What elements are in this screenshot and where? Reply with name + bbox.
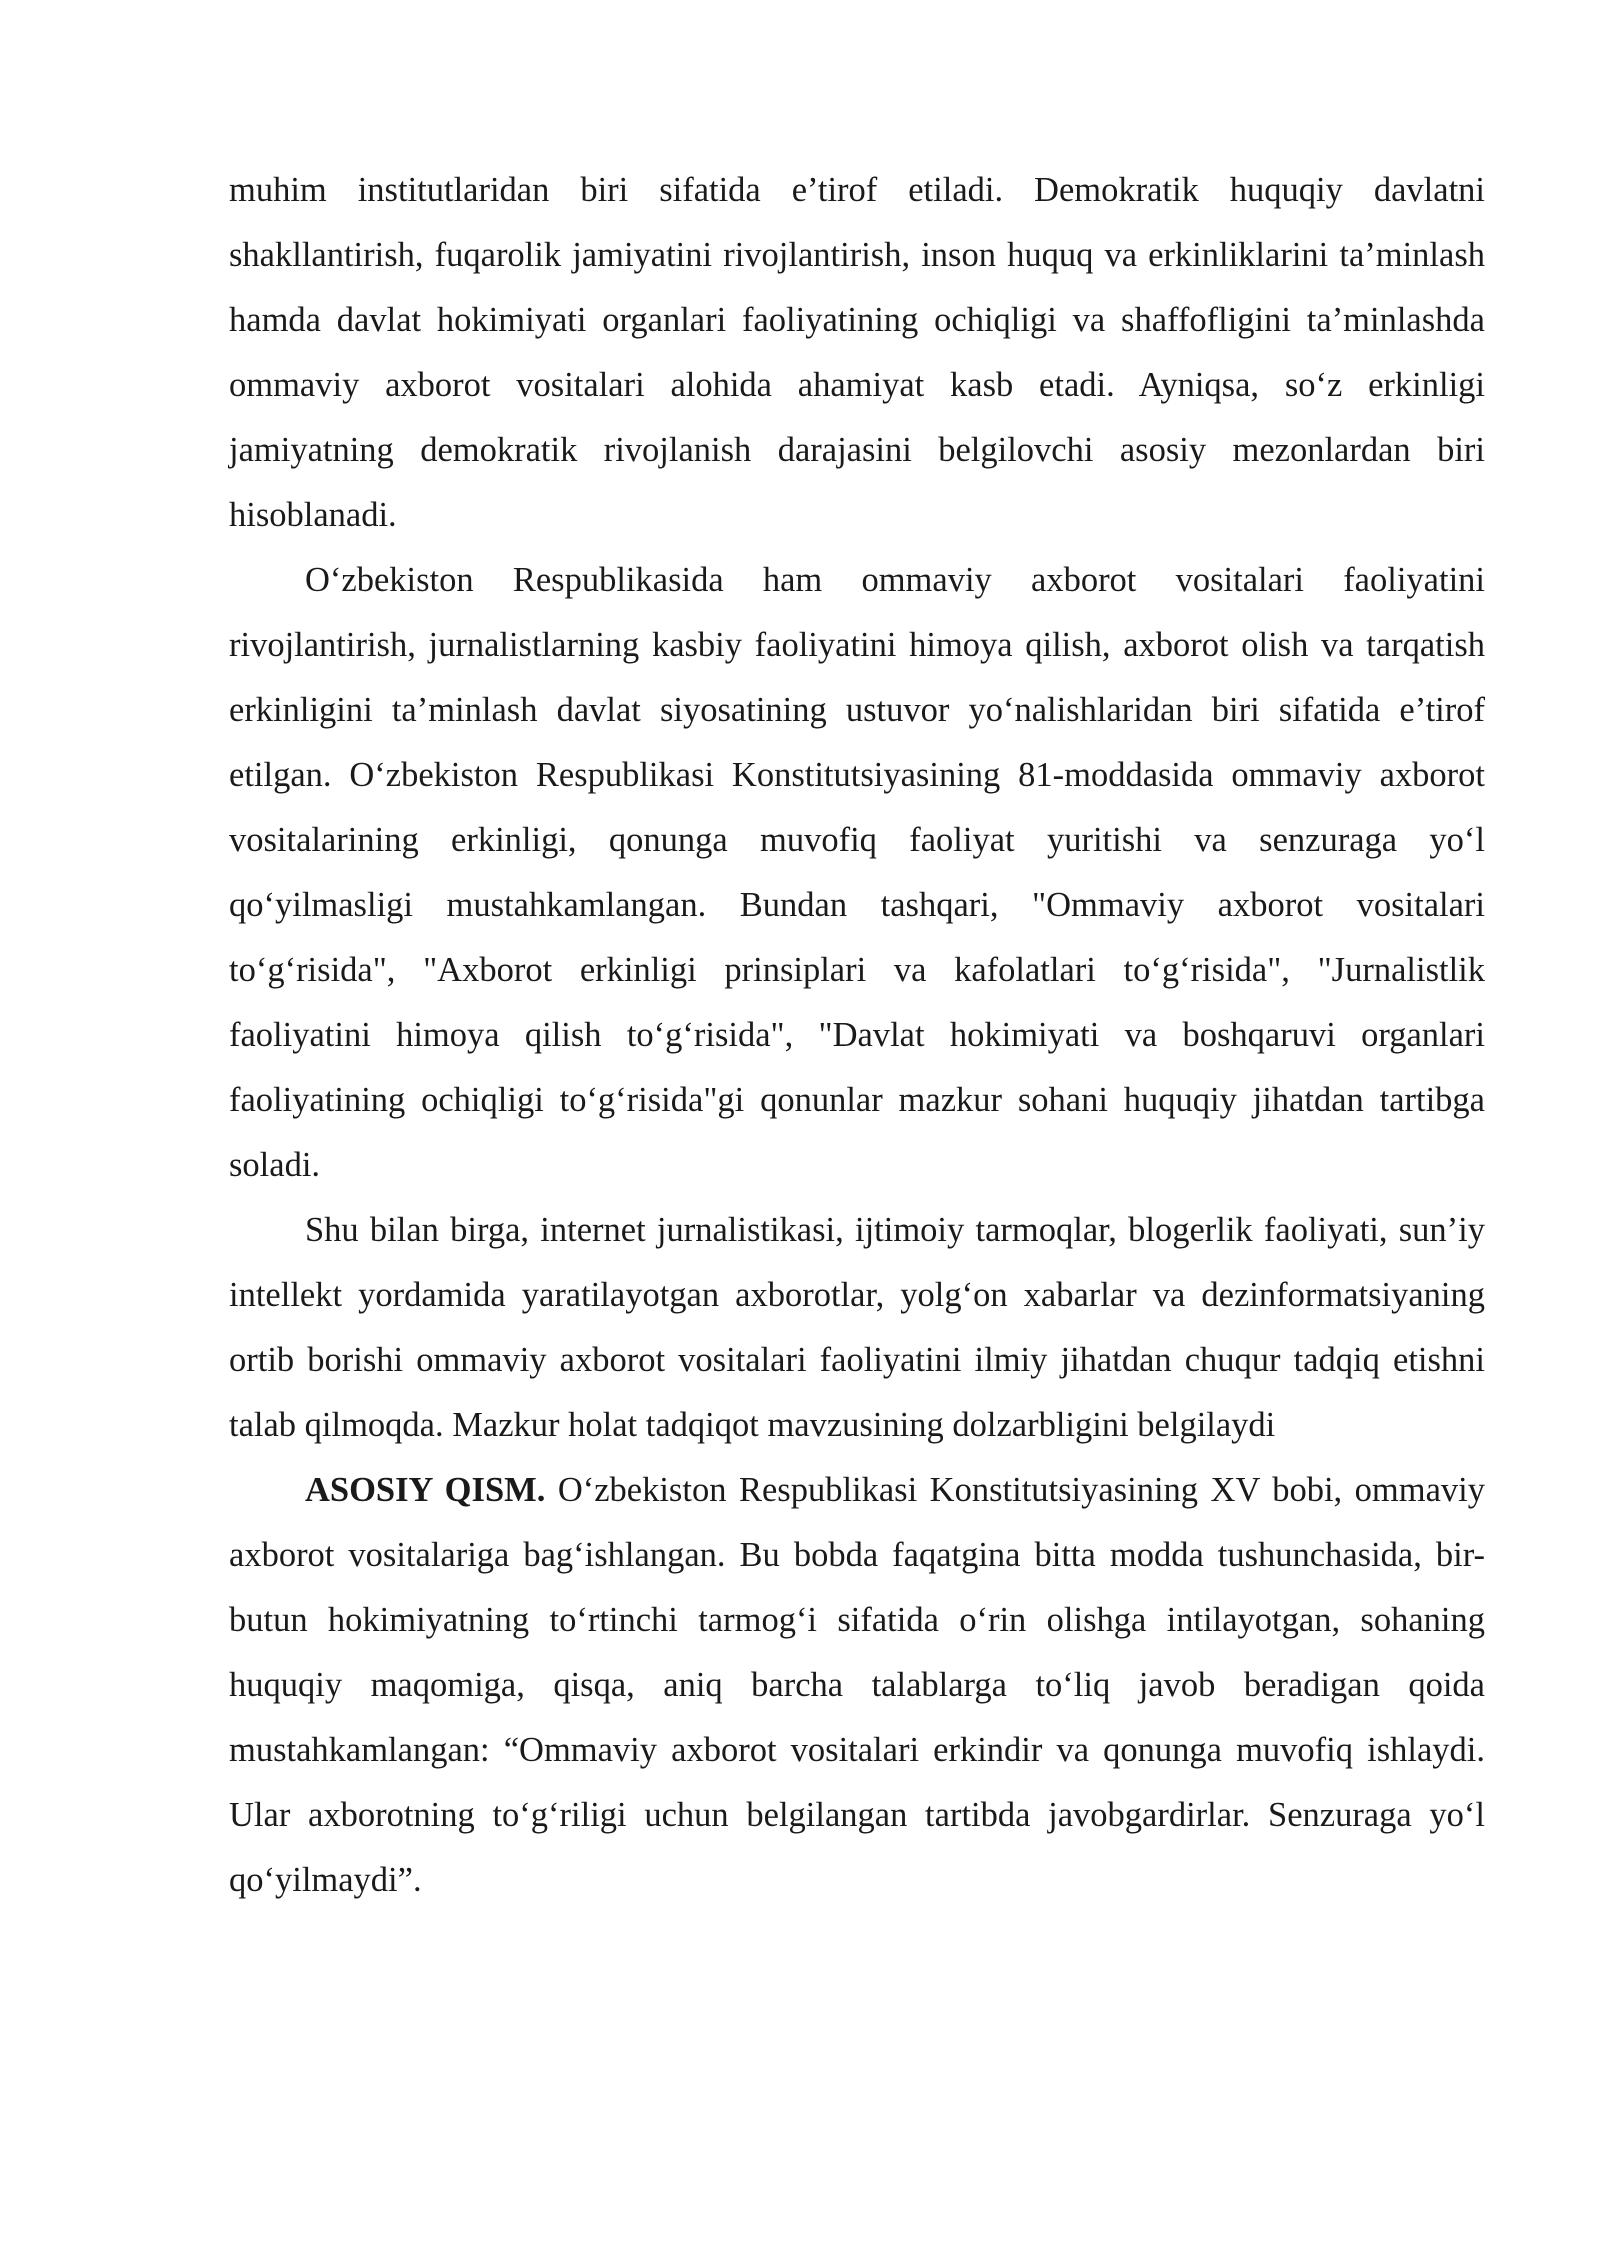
paragraph-main-part-text: O‘zbekiston Respublikasi Konstitutsiyasining XV bobi, ommaviy axborot vositalariga bag‘ishlangan. Bu bobda faqatgina bitta modda tushunchasida, bir-butun hokimiyatning to‘rtinchi tarmog‘i sifatida o‘rin olishga intilayotgan, sohaning huquqiy maqomiga, qisqa, aniq barcha talablarga to‘liq javob beradigan qoida mustahkamlangan: “Ommaviy axborot vositalari erkindir va qonunga muvofiq ishlaydi. Ular axborotning to‘g‘riligi uchun belgilangan tartibda javobgardirlar. Senzuraga yo‘l qo‘yilmaydi”. (229, 1471, 1485, 1899)
section-heading-main-part: ASOSIY QISM. (305, 1471, 546, 1509)
paragraph-intro-continuation: muhim institutlaridan biri sifatida e’tirof etiladi. Demokratik huquqiy davlatni shakllantirish, fuqarolik jamiyatini rivojlantirish, inson huquq va erkinliklarini ta’minlash hamda davlat hokimiyati organlari faoliyatining ochiqligi va shaffofligini ta’minlashda ommaviy axborot vositalari alohida ahamiyat kasb etadi. Ayniqsa, so‘z erkinligi jamiyatning demokratik rivojlanish darajasini belgilovchi asosiy mezonlardan biri hisoblanadi. (229, 171, 1485, 534)
paragraph-main-part (229, 1458, 1485, 1913)
document-body (229, 158, 1485, 1913)
paragraph-legal-framework: O‘zbekiston Respublikasida ham ommaviy axborot vositalari faoliyatini rivojlantirish, jurnalistlarning kasbiy faoliyatini himoya qilish, axborot olish va tarqatish erkinligini ta’minlash davlat siyosatining ustuvor yo‘nalishlaridan biri sifatida e’tirof etilgan. O‘zbekiston Respublikasi Konstitutsiyasining 81-moddasida ommaviy axborot vositalarining erkinligi, qonunga muvofiq faoliyat yuritishi va senzuraga yo‘l qo‘yilmasligi mustahkamlangan. Bundan tashqari, "Ommaviy axborot vositalari to‘g‘risida", "Axborot erkinligi prinsiplari va kafolatlari to‘g‘risida", "Jurnalistlik faoliyatini himoya qilish to‘g‘risida", "Davlat hokimiyati va boshqaruvi organlari faoliyatining ochiqligi to‘g‘risida"gi qonunlar mazkur sohani huquqiy jihatdan tartibga soladi. (229, 561, 1485, 1184)
paragraph-relevance: Shu bilan birga, internet jurnalistikasi, ijtimoiy tarmoqlar, blogerlik faoliyati, sun’iy intellekt yordamida yaratilayotgan axborotlar, yolg‘on xabarlar va dezinformatsiyaning ortib borishi ommaviy axborot vositalari faoliyatini ilmiy jihatdan chuqur tadqiq etishni talab qilmoqda. Mazkur holat tadqiqot mavzusining dolzarbligini belgilaydi (229, 1211, 1485, 1444)
